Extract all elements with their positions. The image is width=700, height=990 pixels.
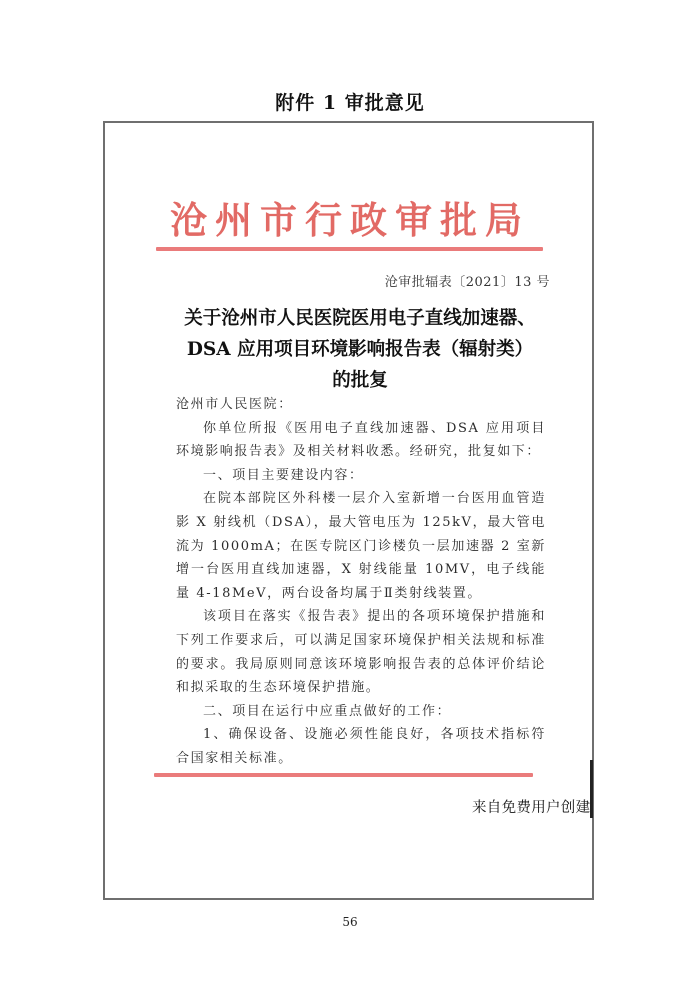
document-title <box>150 303 570 396</box>
title-line: 的批复 <box>332 370 388 391</box>
document-body <box>176 393 546 771</box>
watermark-text: 来自免费用户创建 <box>472 800 591 816</box>
attachment-heading: 附件 1 审批意见 <box>275 92 425 114</box>
agency-letterhead: 沧州市行政审批局 <box>170 198 530 242</box>
footer-red-rule <box>154 773 533 777</box>
salutation: 沧州市人民医院： <box>176 397 293 412</box>
list-item: 1、确保设备、设施必须性能良好，各项技术指标符合国家相关标准。 <box>176 727 546 766</box>
page-number: 56 <box>342 915 358 929</box>
section-heading: 一、项目主要建设内容： <box>203 467 364 483</box>
title-line: DSA 应用项目环境影响报告表（辐射类） <box>186 339 534 360</box>
document-number: 沧审批辐表〔2021〕13 号 <box>384 275 550 290</box>
paragraph: 在院本部院区外科楼一层介入室新增一台医用血管造影 X 射线机（DSA），最大管电压为 125kV，最大管电流为 1000mA；在医专院区门诊楼负一层加速器 2 室新增一台医用直线加速器，X 射线能量 10MV，电子线能量 4-18MeV，两台设备均属于Ⅱ类射线装置。 <box>176 491 546 601</box>
paragraph: 该项目在落实《报告表》提出的各项环境保护措施和下列工作要求后，可以满足国家环境保护相关法规和标准的要求。我局原则同意该环境影响报告表的总体评价结论和拟采取的生态环境保护措施。 <box>176 609 546 696</box>
section-heading: 二、项目在运行中应重点做好的工作： <box>203 703 452 719</box>
paragraph: 你单位所报《医用电子直线加速器、DSA 应用项目环境影响报告表》及相关材料收悉。经研究，批复如下： <box>176 420 546 460</box>
title-line: 关于沧州市人民医院医用电子直线加速器、 <box>184 308 536 329</box>
letterhead-red-rule <box>156 247 543 251</box>
watermark-bar <box>590 760 593 818</box>
